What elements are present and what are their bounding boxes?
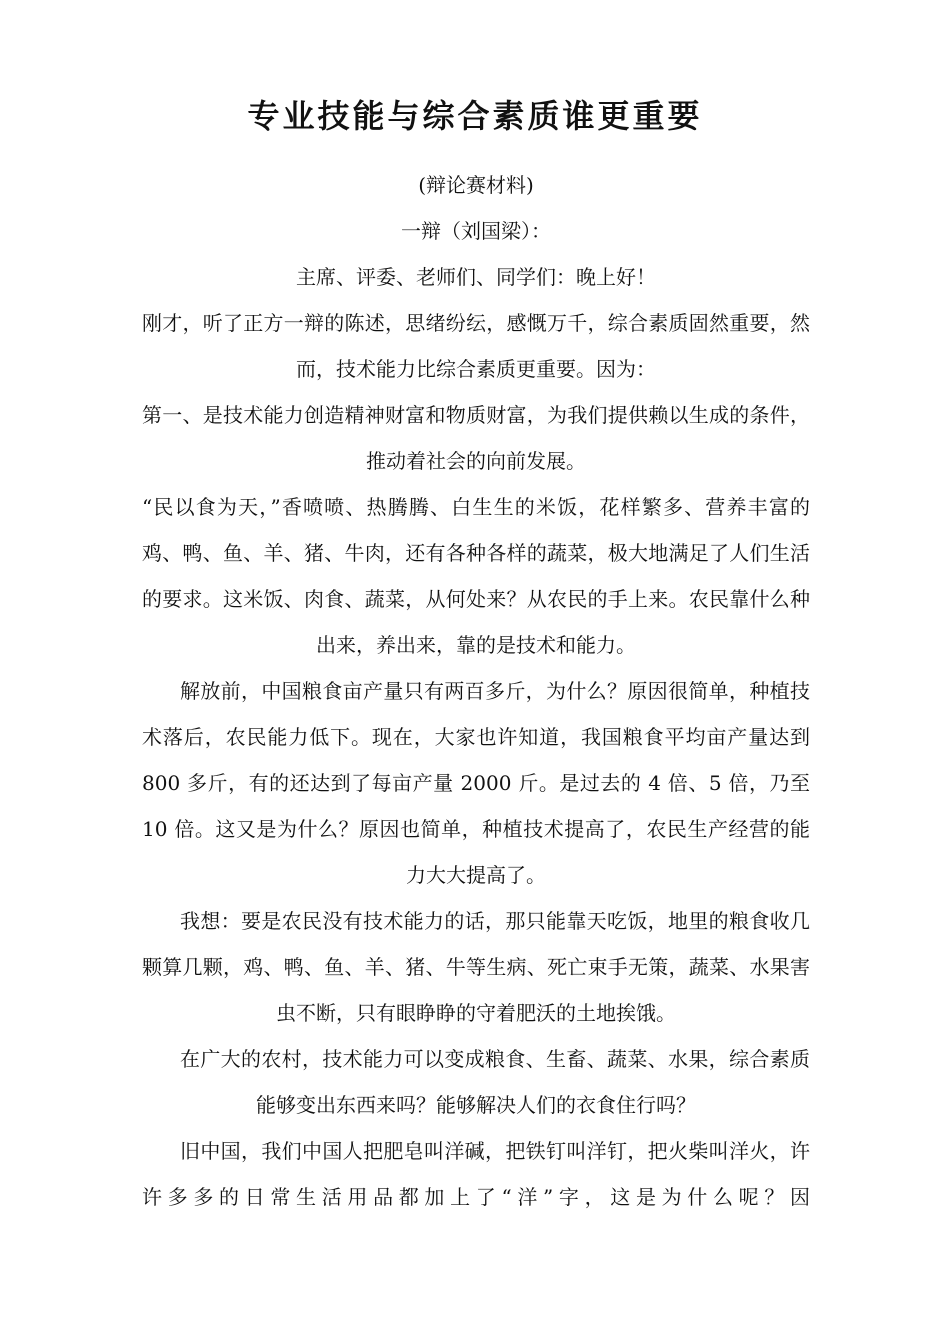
speaker-line: 一辩（刘国梁）： xyxy=(401,219,551,243)
paragraph: 解放前，中国粮食亩产量只有两百多斤，为什么？原因很简单，种植技术落后，农民能力低下。现在，大家也许知道，我国粮食平均亩产量达到 800 多斤，有的还达到了每亩产量 2000 斤。是过去的 4 倍、5 倍，乃至 10 倍。这又是为什么？原因也简单，种植技术提高了，农民生产经营的能力大大提高了。 xyxy=(142,679,810,887)
document-subtitle: (辩论赛材料) xyxy=(418,173,534,197)
paragraph: 在广大的农村，技术能力可以变成粮食、生畜、蔬菜、水果，综合素质能够变出东西来吗？能够解决人们的衣食住行吗？ xyxy=(180,1047,810,1117)
paragraph: 第一、是技术能力创造精神财富和物质财富，为我们提供赖以生成的条件，推动着社会的向前发展。 xyxy=(142,403,810,473)
paragraph: 我想：要是农民没有技术能力的话，那只能靠天吃饭，地里的粮食收几颗算几颗，鸡、鸭、鱼、羊、猪、牛等生病、死亡束手无策，蔬菜、水果害虫不断，只有眼睁睁的守着肥沃的土地挨饿。 xyxy=(142,909,810,1025)
document-body xyxy=(142,162,810,1220)
document-title: 专业技能与综合素质谁更重要 xyxy=(247,97,703,135)
paragraph: 旧中国，我们中国人把肥皂叫洋碱，把铁钉叫洋钉，把火柴叫洋火，许许多多的日常生活用品都加上了“洋”字，这是为什么呢？因 xyxy=(142,1139,810,1209)
greeting-line: 主席、评委、老师们、同学们：晚上好！ xyxy=(296,265,656,289)
paragraph: “民以食为天，”香喷喷、热腾腾、白生生的米饭，花样繁多、营养丰富的鸡、鸭、鱼、羊、猪、牛肉，还有各种各样的蔬菜，极大地满足了人们生活的要求。这米饭、肉食、蔬菜，从何处来？从农民的手上来。农民靠什么种出来，养出来，靠的是技术和能力。 xyxy=(142,495,810,657)
paragraph: 刚才，听了正方一辩的陈述，思绪纷纭，感慨万千，综合素质固然重要，然而，技术能力比综合素质更重要。因为： xyxy=(142,311,810,381)
